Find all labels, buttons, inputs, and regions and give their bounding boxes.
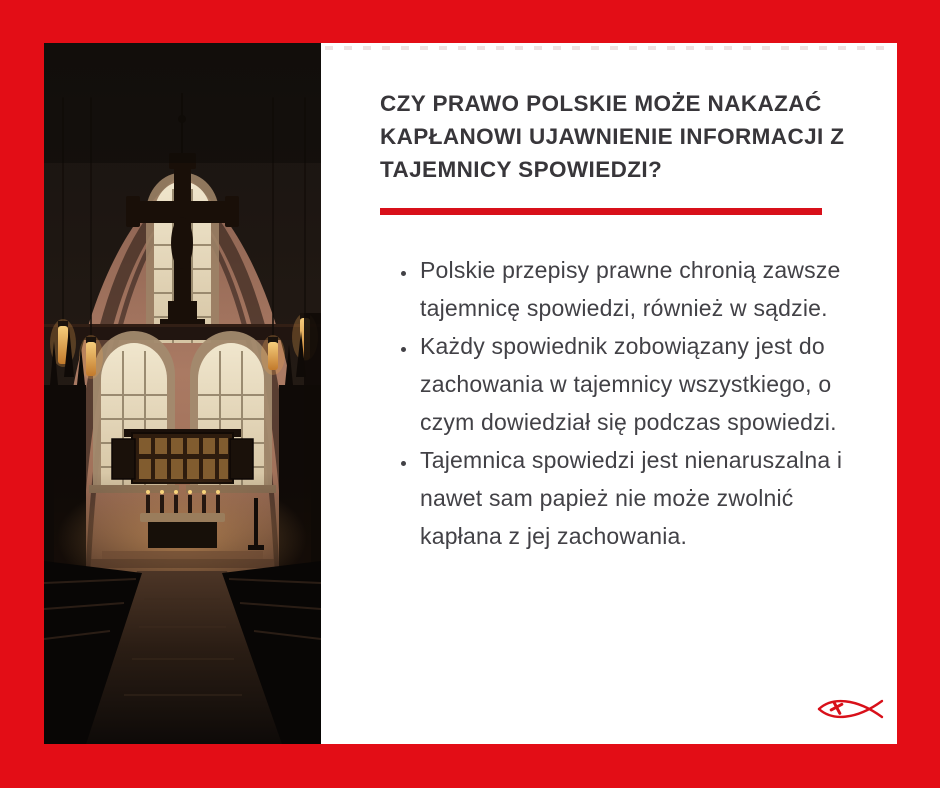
ichthys-fish-icon	[816, 694, 888, 724]
title-line: TAJEMNICY SPOWIEDZI?	[380, 157, 663, 182]
dashed-border-decoration	[325, 46, 893, 50]
infographic-card	[44, 43, 897, 744]
page-title	[380, 87, 863, 186]
red-divider-rule	[380, 208, 822, 215]
altarpiece	[112, 429, 253, 483]
text-panel	[321, 43, 897, 744]
step-2	[90, 559, 275, 568]
title-line: KAPŁANOWI UJAWNIENIE INFORMACJI Z	[380, 124, 845, 149]
top-vignette	[44, 43, 321, 163]
bullet-list	[380, 251, 850, 555]
step-1	[102, 551, 263, 559]
church-photo	[44, 43, 321, 744]
title-line: CZY PRAWO POLSKIE MOŻE NAKAZAĆ	[380, 91, 822, 116]
church-photo-art	[44, 43, 321, 744]
rood-beam-highlight	[44, 324, 321, 327]
bullet-item: • Każdy spowiednik zobowiązany jest do zachowania w tajemnicy wszystkiego, o czym dowiedział się podczas spowiedzi.	[418, 327, 850, 441]
bullet-item: • Tajemnica spowiedzi jest nienaruszalna i nawet sam papież nie może zwolnić kapłana z jej zachowania.	[418, 441, 850, 555]
bullet-item: • Polskie przepisy prawne chronią zawsze tajemnicę spowiedzi, również w sądzie.	[418, 251, 850, 327]
